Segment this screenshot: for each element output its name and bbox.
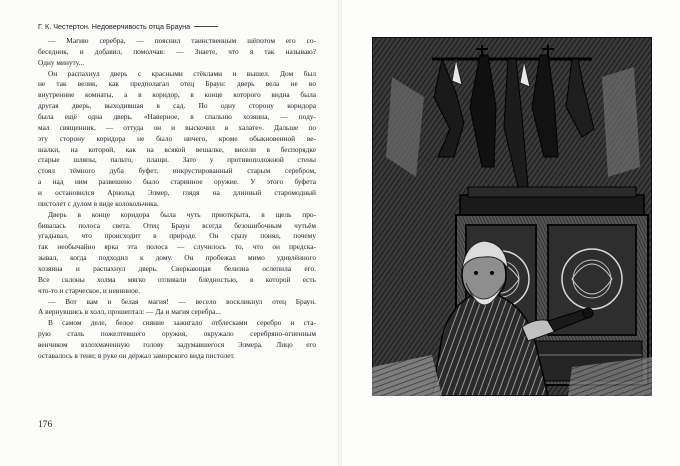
text-line: что-то и старческое, и невинное.: [38, 285, 140, 295]
body-text: [38, 36, 316, 362]
text-line: Дверь в конце коридора была чуть приоткрыта, в щель про-: [48, 209, 316, 219]
gutter: [338, 0, 342, 466]
text-line: Все склоны холма мягко отливали бледностью, в которой есть: [38, 274, 316, 284]
text-line: не так велик, как предполагал отец Браун: дверь вела не во: [38, 79, 316, 89]
text-line: В самом деле, белое сияние зажигало отблесками серебро и ста-: [48, 318, 316, 328]
page-number: 176: [38, 420, 53, 430]
text-line: и остановился Арнольд Элмер, глядя на длинный старомодный: [38, 188, 316, 198]
text-line: угадывал, что происходит в природе. Он сразу понял, почему: [38, 231, 316, 241]
text-line: Одну минуту...: [38, 57, 85, 67]
text-line: беседник, и добавил, помолчав: — Знаете, что я так называю?: [38, 46, 316, 56]
text-line: эту сторону коридора не было ничего, кроме обыкновенной ве-: [38, 133, 316, 143]
text-line: внутренние комнаты, а в коридор, в конце которого видна была: [38, 90, 316, 100]
text-line: венчиком взлохмаченную голову задумавшегося Элмера. Лицо его: [38, 340, 316, 350]
text-line: — Вот вам и белая магия! — весело воскликнул отец Браун.: [48, 296, 316, 306]
text-line: другая дверь, выходившая в сад. По одну сторону коридора: [38, 101, 316, 111]
running-head-rule: [194, 26, 218, 27]
text-line: А вернувшись в холл, прошептал: — Да и магия серебра...: [38, 307, 221, 317]
text-line: мал священник, — оттуда он и выскочил в халате». Дальше по: [38, 122, 316, 132]
illustration: [372, 37, 652, 396]
text-line: шалки, на которой, как на всякой вешалке, висели в беспорядке: [38, 144, 316, 154]
text-line: а над ним развешено было старинное оружие. У этого буфета: [38, 177, 316, 187]
text-line: стоял тёмного дуба буфет, инкрустированный старым серебром,: [38, 166, 316, 176]
text-line: хозяина и распахнул дверь. Сверкающая белизна ослепила его.: [38, 264, 316, 274]
text-line: рую сталь пожелтевшего оружия, окружало серебряно-огненным: [38, 329, 316, 339]
text-line: пистолет с дулом в виде колокольчика.: [38, 198, 159, 208]
running-head-text: Г. К. Честертон. Недоверчивость отца Брауна: [38, 22, 191, 31]
text-line: оставалось в тени; в руке он держал заморского вида пистолет.: [38, 350, 235, 360]
text-line: так необычайно ярка эта полоса — случилось то, что он предска-: [38, 242, 316, 252]
text-line: Он распахнул дверь с красными стёклами и вышел. Дом был: [48, 68, 316, 78]
text-line: — Магию серебра, — пояснил таинственным шёпотом его со-: [48, 36, 316, 45]
text-line: была ещё одна дверь. «Наверное, в спальню хозяина, — поду-: [38, 112, 316, 122]
text-line: бивалась полоса света. Отец Браун всегда безошибочным чутьём: [38, 220, 316, 230]
text-line: старые шляпы, пальто, плащи. Зато у противоположной стены: [38, 155, 316, 165]
running-head: [38, 22, 218, 31]
text-line: зывал, когда подходил к дому. Он пробежал мимо удивлённого: [38, 253, 316, 263]
